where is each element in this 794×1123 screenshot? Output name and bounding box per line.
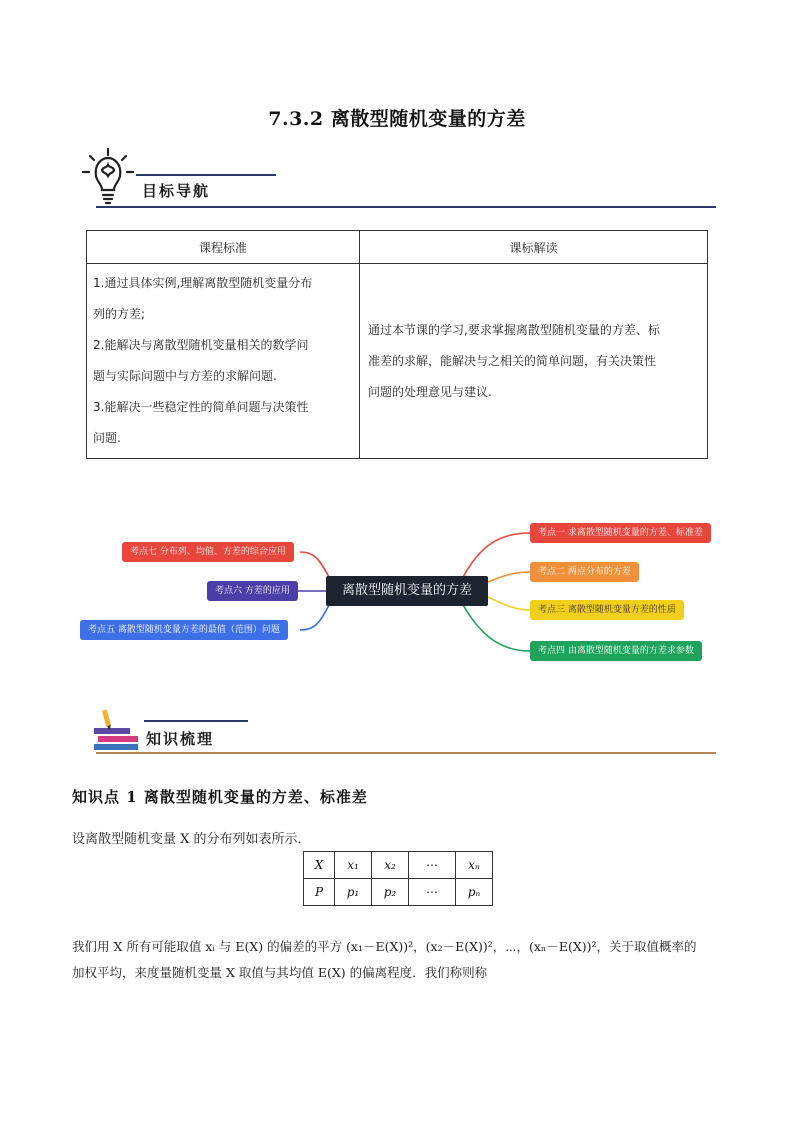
standards-cell-left	[87, 264, 360, 459]
mindmap-center: 离散型随机变量的方差	[326, 576, 488, 606]
mindmap-node-left-3: 考点五 离散型随机变量方差的最值（范围）问题	[80, 620, 288, 640]
standards-right-line: 准差的求解，能解决与之相关的简单问题，有关决策性	[368, 353, 657, 368]
standards-cell-right	[360, 264, 708, 459]
connector-left-3	[300, 603, 330, 630]
standards-left-line: 1.通过具体实例,理解离散型随机变量分布	[93, 276, 313, 290]
section-header-rule	[96, 206, 716, 208]
section-header-underline	[136, 174, 276, 176]
standards-right-line: 问题的处理意见与建议.	[368, 384, 492, 399]
distribution-row-probs	[304, 879, 493, 906]
distribution-table	[303, 851, 493, 906]
dist-cell: X	[304, 852, 335, 879]
knowledge-point-heading: 知识点 1 离散型随机变量的方差、标准差	[72, 788, 368, 806]
section-header-goal	[78, 146, 718, 212]
connector-right-2	[488, 572, 530, 582]
mindmap-node-right-2: 考点二 两点分布的方差	[530, 562, 639, 582]
dist-cell: pₙ	[456, 879, 493, 906]
mindmap-node-right-3: 考点三 离散型随机变量方差的性质	[530, 600, 684, 620]
standards-right-line: 通过本节课的学习,要求掌握离散型随机变量的方差、标	[368, 322, 660, 337]
connector-right-3	[488, 597, 530, 610]
mindmap-node-right-4: 考点四 由离散型随机变量的方差求参数	[530, 641, 702, 661]
books-pencil-icon	[90, 708, 144, 754]
dist-cell: x₁	[335, 852, 372, 879]
section-header-label: 知识梳理	[146, 730, 215, 748]
section-header-underline	[144, 720, 248, 722]
dist-cell: p₁	[335, 879, 372, 906]
standards-left-line: 题与实际问题中与方差的求解问题.	[93, 369, 277, 383]
dist-cell: x₂	[372, 852, 409, 879]
paragraph-line: 加权平均，来度量随机变量 X 取值与其均值 E(X) 的偏离程度．我们称则称	[72, 965, 488, 980]
distribution-row-values	[304, 852, 493, 879]
standards-left-line: 2.能解决与离散型随机变量相关的数学问	[93, 338, 309, 352]
paragraph-line: 我们用 X 所有可能取值 xᵢ 与 E(X) 的偏差的平方 (x₁－E(X))²，(x₂－E(X))²，⋯，(xₙ－E(X))²，关于取值概率的	[72, 939, 697, 954]
lightbulb-brain-icon	[80, 146, 136, 208]
standards-left-line: 问题.	[93, 431, 121, 445]
dist-cell: P	[304, 879, 335, 906]
knowledge-paragraph	[72, 934, 732, 986]
standards-left-line: 3.能解决一些稳定性的简单问题与决策性	[93, 400, 309, 414]
connector-right-4	[462, 603, 530, 651]
mindmap	[0, 515, 794, 675]
section-header-knowledge	[88, 706, 718, 762]
standards-left-line: 列的方差;	[93, 307, 146, 321]
standards-header-left: 课程标准	[87, 231, 360, 264]
knowledge-intro: 设离散型随机变量 X 的分布列如表所示．	[72, 832, 311, 847]
dist-cell: ⋯	[409, 852, 456, 879]
standards-table	[86, 230, 708, 459]
section-header-label: 目标导航	[142, 182, 211, 200]
page-title: 7.3.2 离散型随机变量的方差	[268, 108, 526, 130]
mindmap-node-right-1: 考点一 求离散型随机变量的方差、标准差	[530, 523, 711, 543]
dist-cell: ⋯	[409, 879, 456, 906]
connector-left-1	[300, 552, 330, 579]
standards-header-right: 课标解读	[360, 231, 708, 264]
mindmap-node-left-1: 考点七 分布列、均值、方差的综合应用	[122, 542, 294, 562]
section-header-rule	[96, 752, 716, 754]
mindmap-node-left-2: 考点六 方差的应用	[207, 581, 298, 601]
dist-cell: xₙ	[456, 852, 493, 879]
dist-cell: p₂	[372, 879, 409, 906]
